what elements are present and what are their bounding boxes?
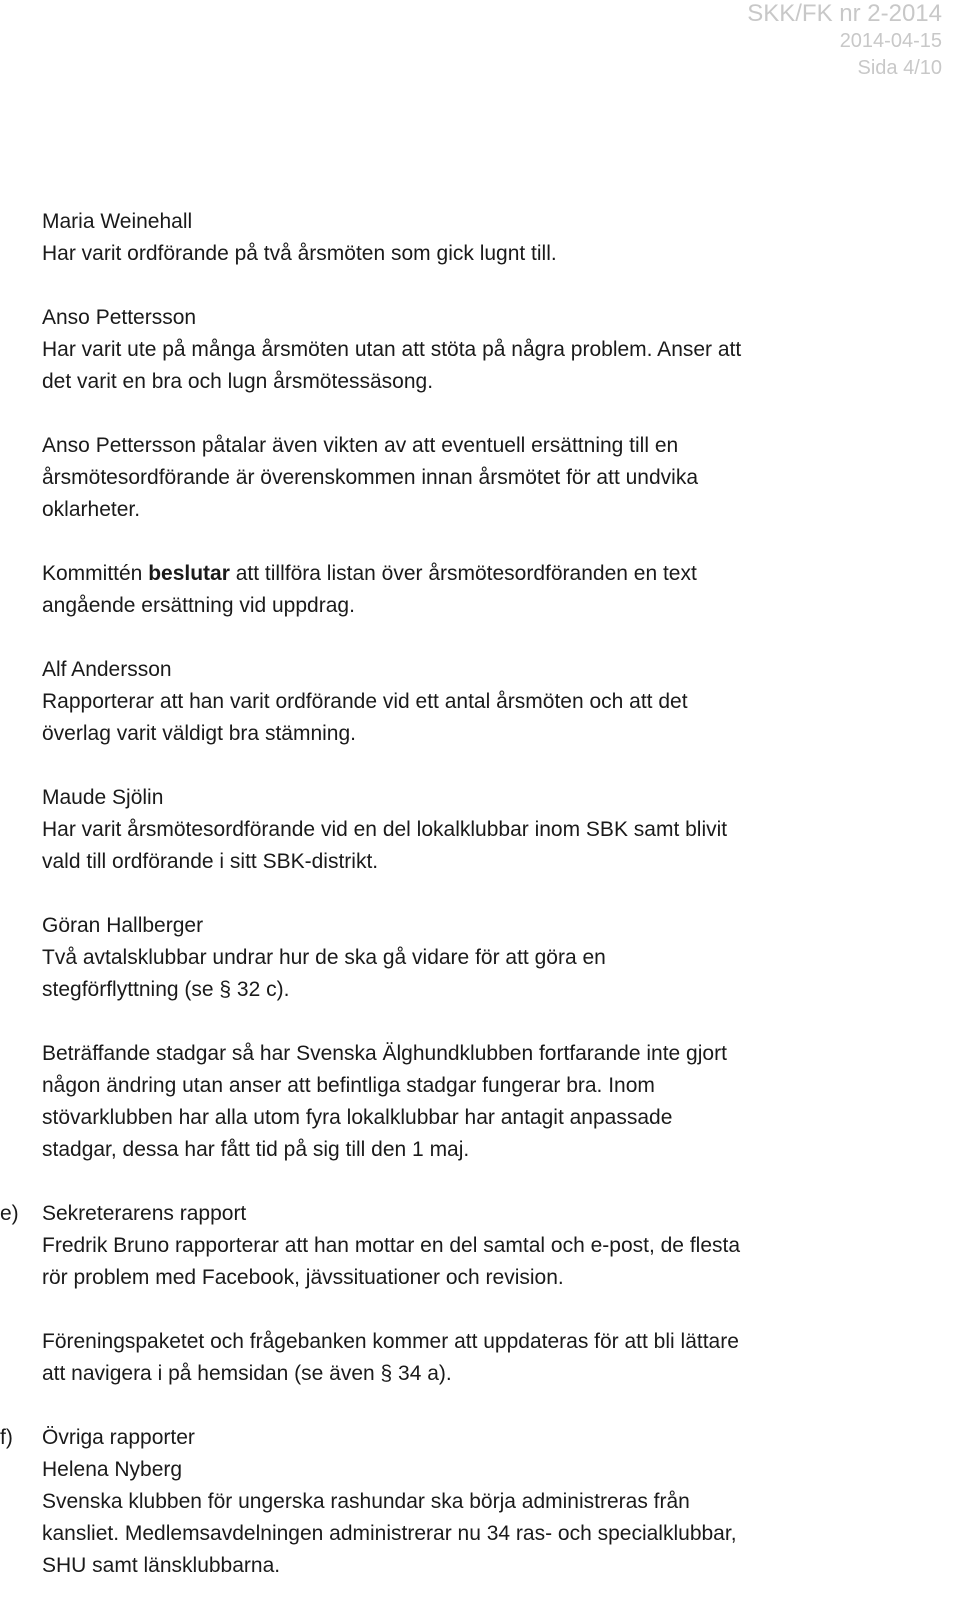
paragraph-text: Föreningspaketet och frågebanken kommer att uppdateras för att bli lättare (42, 1330, 739, 1353)
document-date: 2014-04-15 (839, 30, 942, 52)
report-text: överlag varit väldigt bra stämning. (42, 722, 356, 745)
section-marker: e) (0, 1202, 19, 1225)
report-text: Har varit ute på många årsmöten utan att stöta på några problem. Anser att (42, 338, 742, 361)
section-f-other-reports (0, 1422, 942, 1582)
note-text: årsmötesordförande är överenskommen innan årsmötet för att undvika (42, 466, 698, 489)
decision-text: Kommittén beslutar att tillföra listan över årsmötesordföranden en text (42, 562, 697, 585)
report-text: rör problem med Facebook, jävssituationer och revision. (42, 1266, 564, 1289)
report-anso-pettersson (42, 302, 942, 398)
report-text: Fredrik Bruno rapporterar att han mottar en del samtal och e-post, de flesta (42, 1234, 741, 1257)
decision-keyword: beslutar (148, 562, 230, 585)
section-heading: Övriga rapporter (42, 1426, 195, 1449)
report-maria-weinehall (42, 206, 942, 270)
speaker-name: Alf Andersson (42, 658, 172, 681)
document-reference: SKK/FK nr 2-2014 (747, 0, 942, 27)
section-marker: f) (0, 1426, 13, 1449)
association-package-paragraph (42, 1326, 942, 1390)
report-text: Har varit ordförande på två årsmöten som gick lugnt till. (42, 242, 557, 265)
speaker-name: Helena Nyberg (42, 1458, 183, 1481)
committee-decision (42, 558, 942, 622)
report-text: SHU samt länsklubbarna. (42, 1554, 281, 1577)
section-heading: Sekreterarens rapport (42, 1202, 247, 1225)
paragraph-text: någon ändring utan anser att befintliga stadgar fungerar bra. Inom (42, 1074, 655, 1097)
section-e-secretary-report (0, 1198, 942, 1294)
report-text: Två avtalsklubbar undrar hur de ska gå vidare för att göra en (42, 946, 606, 969)
note-text: oklarheter. (42, 498, 141, 521)
paragraph-text: Beträffande stadgar så har Svenska Älghundklubben fortfarande inte gjort (42, 1042, 727, 1065)
report-text: Svenska klubben för ungerska rashundar ska börja administreras från (42, 1490, 690, 1513)
speaker-name: Göran Hallberger (42, 914, 204, 937)
report-text: stegförflyttning (se § 32 c). (42, 978, 290, 1001)
note-anso-pettersson (42, 430, 942, 526)
document-body (0, 206, 942, 1614)
report-text: vald till ordförande i sitt SBK-distrikt. (42, 850, 379, 873)
report-text: Rapporterar att han varit ordförande vid ett antal årsmöten och att det (42, 690, 688, 713)
report-alf-andersson (42, 654, 942, 750)
report-text: kansliet. Medlemsavdelningen administrerar nu 34 ras- och specialklubbar, (42, 1522, 737, 1545)
decision-text: angående ersättning vid uppdrag. (42, 594, 355, 617)
page-header (747, 0, 942, 82)
note-text: Anso Pettersson påtalar även vikten av att eventuell ersättning till en (42, 434, 679, 457)
paragraph-text: stövarklubben har alla utom fyra lokalklubbar har antagit anpassade (42, 1106, 673, 1129)
report-text: det varit en bra och lugn årsmötessäsong. (42, 370, 434, 393)
speaker-name: Maria Weinehall (42, 210, 193, 233)
page-number: Sida 4/10 (857, 57, 942, 79)
report-goran-hallberger (42, 910, 942, 1006)
paragraph-text: stadgar, dessa har fått tid på sig till den 1 maj. (42, 1138, 470, 1161)
report-text: Har varit årsmötesordförande vid en del lokalklubbar inom SBK samt blivit (42, 818, 728, 841)
speaker-name: Maude Sjölin (42, 786, 164, 809)
speaker-name: Anso Pettersson (42, 306, 197, 329)
paragraph-text: att navigera i på hemsidan (se även § 34 a). (42, 1362, 452, 1385)
statutes-paragraph (42, 1038, 942, 1166)
report-maude-sjolin (42, 782, 942, 878)
